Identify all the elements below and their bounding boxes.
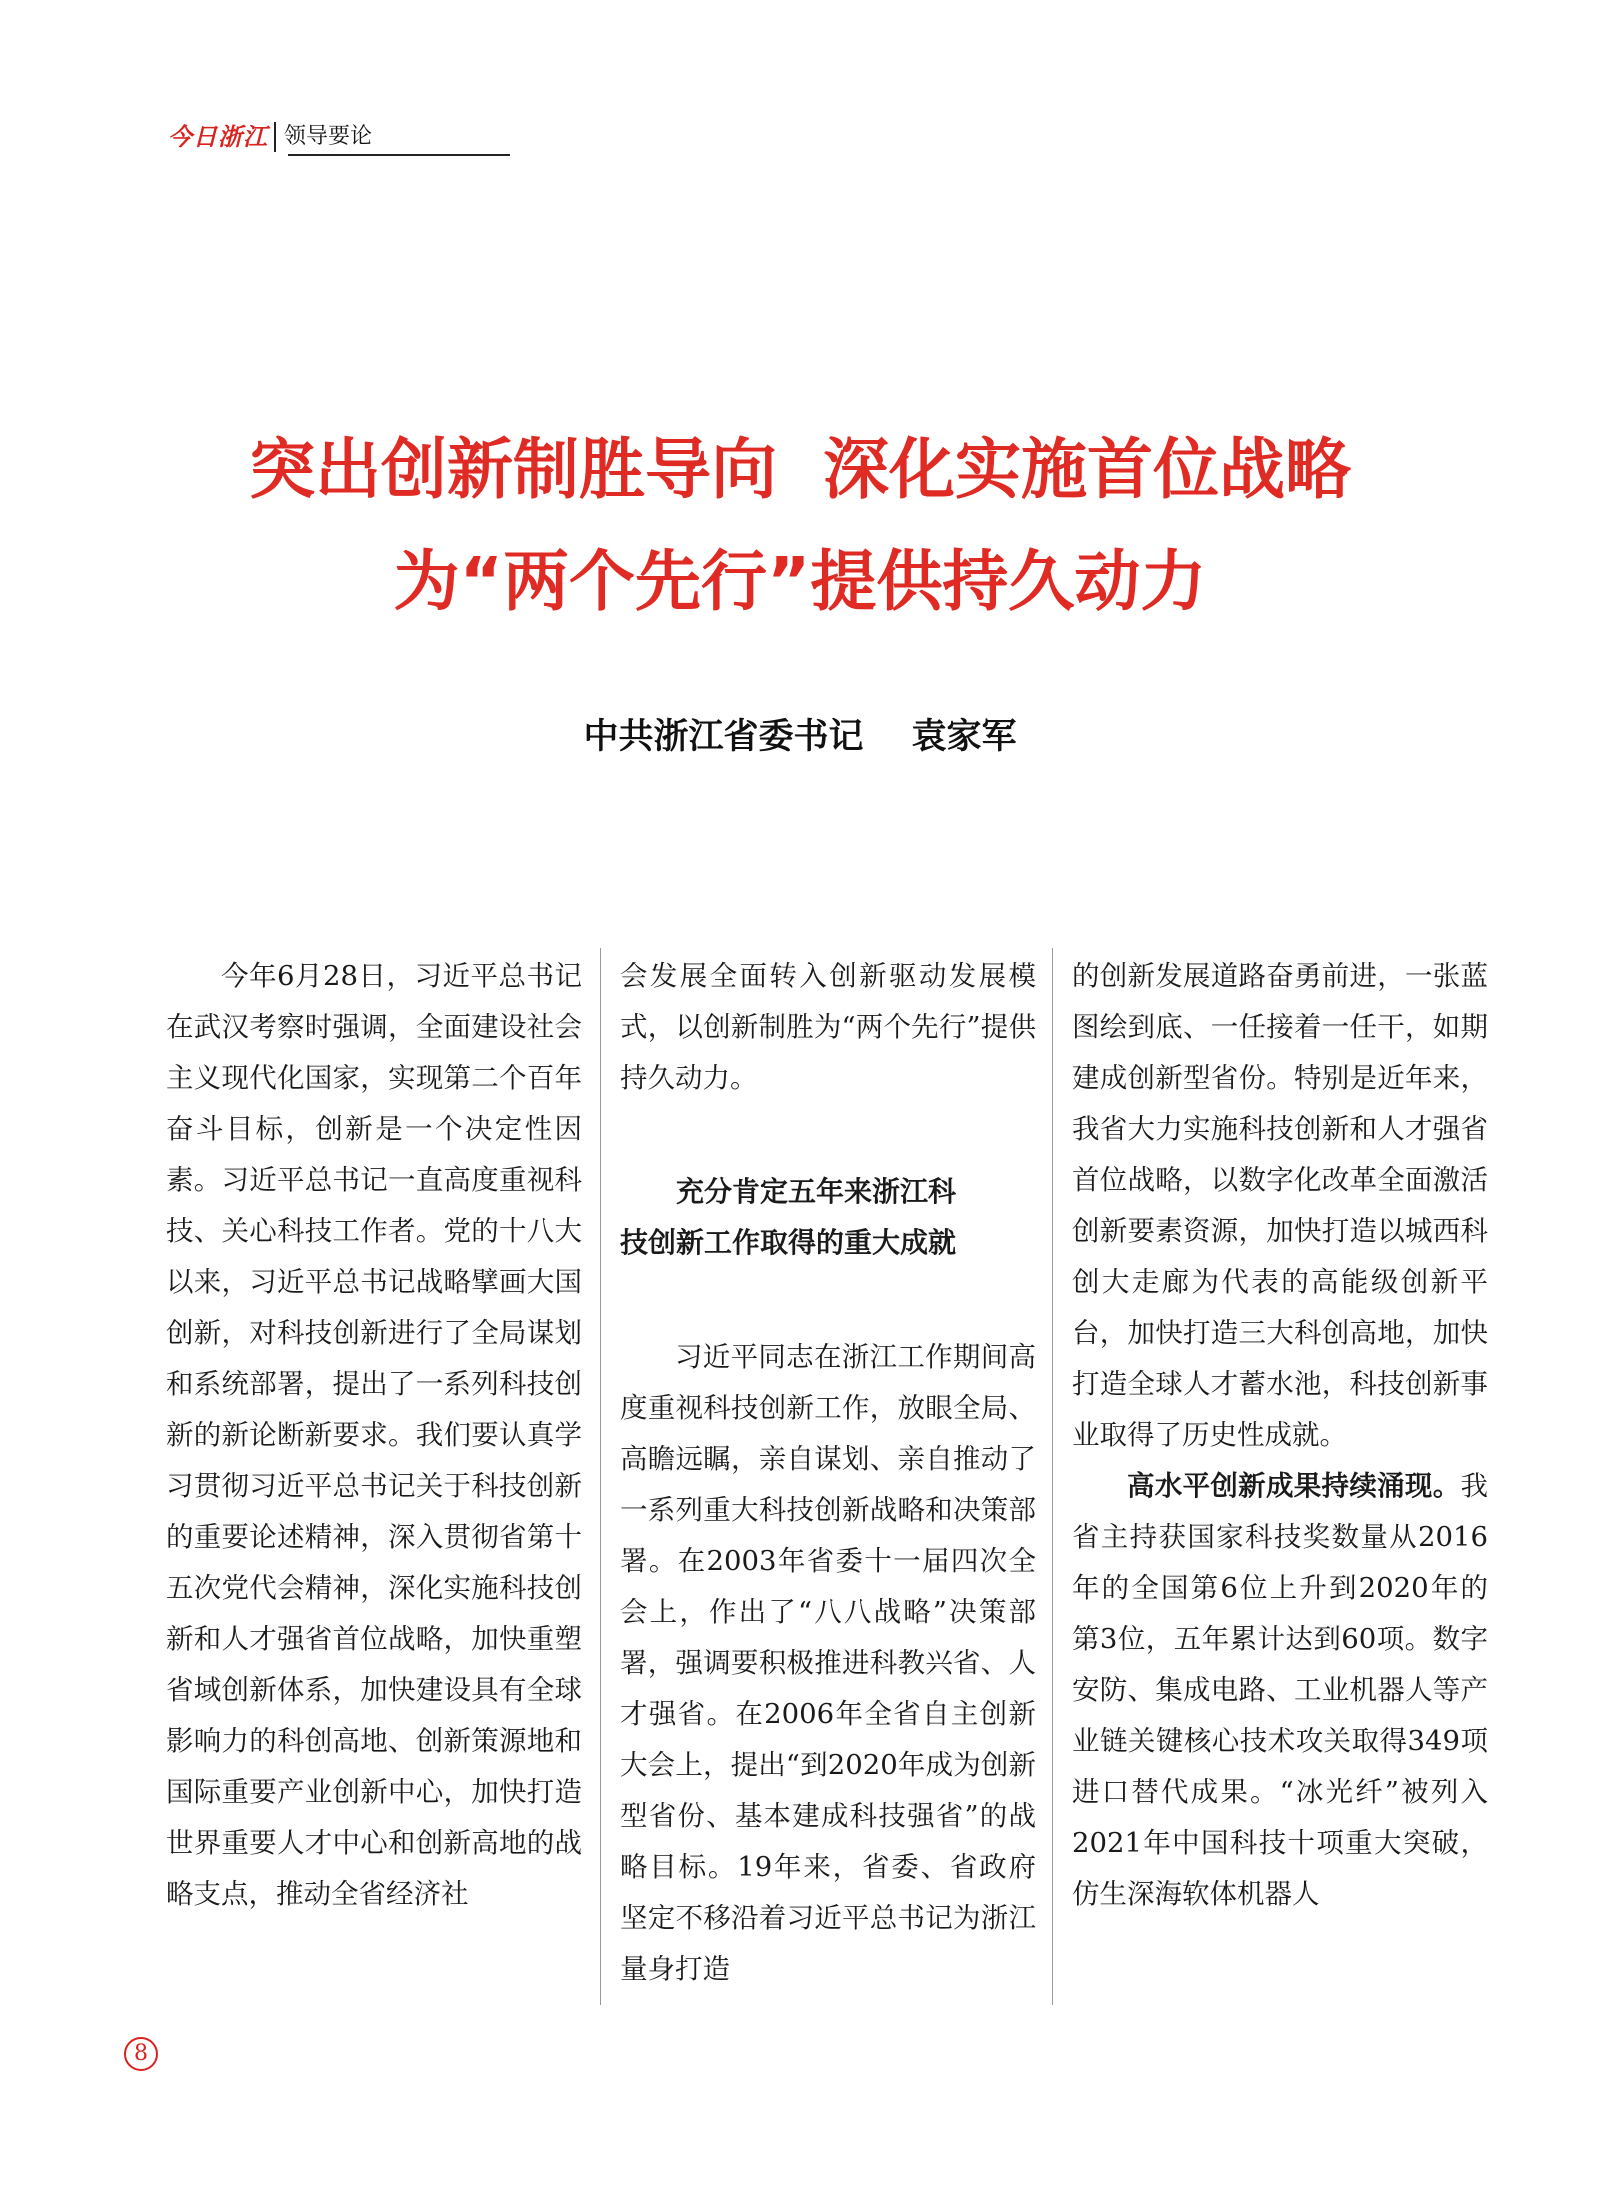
header-rule (288, 154, 510, 156)
text-column-2 (620, 951, 1036, 1995)
header-divider (274, 122, 276, 152)
article-title-line2: 为“两个先行”提供持久动力 (393, 543, 1207, 620)
section-label-wrap (284, 122, 376, 152)
body-paragraph-continued: 会发展全面转入创新驱动发展模式，以创新制胜为“两个先行”提供持久动力。 (620, 960, 1036, 1094)
section-label: 领导要论 (284, 124, 373, 149)
section-subheading: 充分肯定五年来浙江科 技创新工作取得的重大成就 (620, 1175, 957, 1259)
magazine-logo: 今日浙江 (168, 122, 268, 151)
body-paragraph: 高水平创新成果持续涌现。我省主持获国家科技奖数量从2016年的全国第6位上升到2020年的第3位，五年累计达到60项。数字安防、集成电路、工业机器人等产业链关键核心技术攻关取得349项进口替代成果。“冰光纤”被列入2021年中国科技十项重大突破，仿生深海软体机器人 (1072, 1470, 1488, 1910)
body-paragraph: 习近平同志在浙江工作期间高度重视科技创新工作，放眼全局、高瞻远瞩，亲自谋划、亲自推动了一系列重大科技创新战略和决策部署。在2003年省委十一届四次全会上，作出了“八八战略”决策部署，强调要积极推进科教兴省、人才强省。在2006年全省自主创新大会上，提出“到2020年成为创新型省份、基本建成科技强省”的战略目标。19年来，省委、省政府坚定不移沿着习近平总书记为浙江量身打造 (620, 1341, 1036, 1985)
body-paragraph: 今年6月28日，习近平总书记在武汉考察时强调，全面建设社会主义现代化国家，实现第二个百年奋斗目标，创新是一个决定性因素。习近平总书记一直高度重视科技、关心科技工作者。党的十八大以来，习近平总书记战略擘画大国创新，对科技创新进行了全局谋划和系统部署，提出了一系列科技创新的新论断新要求。我们要认真学习贯彻习近平总书记关于科技创新的重要论述精神，深入贯彻省第十五次党代会精神，深化实施科技创新和人才强省首位战略，加快重塑省域创新体系，加快建设具有全球影响力的科创高地、创新策源地和国际重要产业创新中心，加快打造世界重要人才中心和创新高地的战略支点，推动全省经济社 (166, 960, 582, 1910)
paragraph-lead: 高水平创新成果持续涌现。 (1127, 1470, 1461, 1502)
column-divider (600, 948, 601, 2005)
column-divider (1052, 948, 1053, 2005)
page-header (168, 122, 376, 152)
text-column-1 (166, 951, 582, 1920)
page-number: 8 (124, 2037, 158, 2071)
author-position: 中共浙江省委书记 (583, 717, 864, 757)
article-title-line1: 突出创新制胜导向 深化实施首位战略 (249, 431, 1351, 508)
author-byline (0, 712, 1600, 762)
body-paragraph-continued: 的创新发展道路奋勇前进，一张蓝图绘到底、一任接着一任干，如期建成创新型省份。特别是近年来，我省大力实施科技创新和人才强省首位战略，以数字化改革全面激活创新要素资源，加快打造以城西科创大走廊为代表的高能级创新平台，加快打造三大科创高地，加快打造全球人才蓄水池，科技创新事业取得了历史性成就。 (1072, 960, 1488, 1451)
author-name: 袁家军 (911, 717, 1017, 757)
text-column-3 (1072, 951, 1488, 1920)
